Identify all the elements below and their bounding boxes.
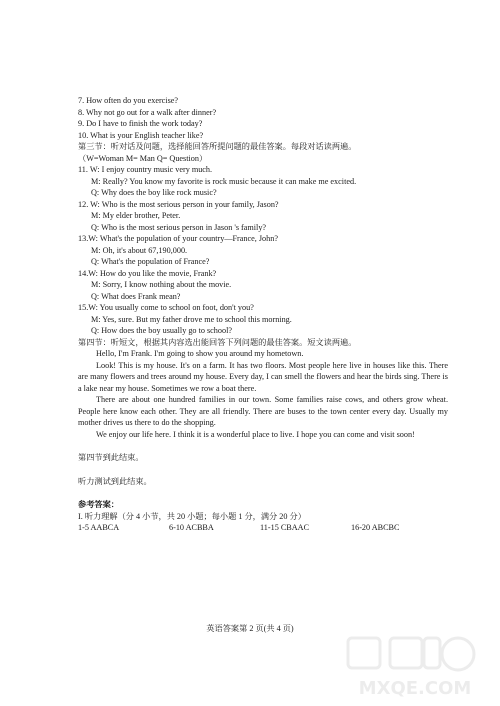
dialogue-question-line: Q: Who is the most serious person in Jason 's family? — [91, 222, 267, 232]
passage-paragraph: Hello, I'm Frank. I'm going to show you around my hometown. — [96, 349, 304, 358]
question-line: 8. Why not go out for a walk after dinner? — [78, 107, 217, 117]
question-line: 9. Do I have to finish the work today? — [78, 119, 203, 128]
dialogue-question-line: Q: What does Frank mean? — [91, 291, 181, 301]
section4-heading: 第四节：听短文，根据其内容选出能回答下列问题的最佳答案。短文读两遍。 — [78, 337, 357, 347]
speaker-key: （W=Woman M= Man Q= Question） — [78, 153, 208, 163]
passage-paragraph: There are about one hundred families in our town. Some families raise cows, and others grow wheat. People here know each other. They are all friendly. There are buses to the town center every day. Usually my mother drives us there to do the shopping. — [78, 395, 448, 427]
section4-end-note: 第四节到此结束。 — [78, 453, 144, 462]
dialogue-question-line: Q: Why does the boy like rock music? — [91, 188, 217, 197]
dialogue-woman-line: 11. W: I enjoy country music very much. — [78, 165, 213, 174]
dialogue-woman-line: 15.W: You usually come to school on foot, don't you? — [78, 303, 254, 312]
test-end-note: 听力测试到此结束。 — [78, 476, 152, 486]
answers-subheading: I. 听力理解（分 4 小节，共 20 小题；每小题 1 分，满分 20 分） — [78, 511, 306, 521]
answer-group: 1-5 AABCA — [78, 523, 120, 532]
watermark-text: MXQE.COM — [358, 678, 472, 699]
page-footer: 英语答案第 2 页(共 4 页) — [206, 624, 294, 633]
dialogue-man-line: M: Sorry, I know nothing about the movie. — [91, 280, 232, 289]
dialogue-man-line: M: Oh, it's about 67,190,000. — [91, 245, 188, 255]
dialogue-woman-line: 13.W: What's the population of your country—France, John? — [78, 234, 278, 243]
answers-heading: 参考答案： — [78, 500, 119, 509]
dialogue-man-line: M: My elder brother, Peter. — [91, 211, 181, 220]
answer-group: 16-20 ABCBC — [351, 523, 400, 532]
dialogue-woman-line: 12. W: Who is the most serious person in your family, Jason? — [78, 199, 279, 209]
question-line: 7. How often do you exercise? — [78, 96, 179, 105]
dialogue-question-line: Q: What's the population of France? — [91, 257, 210, 266]
answer-group: 11-15 CBAAC — [260, 523, 310, 532]
dialogue-man-line: M: Yes, sure. But my father drove me to school this morning. — [91, 314, 292, 324]
answer-group: 6-10 ACBBA — [169, 523, 214, 532]
document-body — [78, 95, 448, 534]
dialogue-man-line: M: Really? You know my favorite is rock music because it can make me excited. — [91, 176, 357, 186]
dialogue-question-line: Q: How does the boy usually go to school? — [91, 326, 232, 335]
watermark-logo — [340, 632, 490, 702]
passage-paragraph: Look! This is my house. It's on a farm. It has two floors. Most people here live in houses like this. There are many flowers and trees around my house. Every day, I can smell the flowers and hear the birds sing. There is a lake near my house. Sometimes we row a boat there. — [78, 360, 448, 393]
section3-heading: 第三节：听对话及问题，选择能回答所提问题的最佳答案。每段对话读两遍。 — [78, 142, 357, 151]
answer-row — [78, 522, 448, 534]
dialogue-woman-line: 14.W: How do you like the movie, Frank? — [78, 268, 217, 278]
passage-paragraph: We enjoy our life here. I think it is a wonderful place to live. I hope you can come and visit soon! — [96, 429, 415, 439]
question-line: 10. What is your English teacher like? — [78, 130, 204, 140]
